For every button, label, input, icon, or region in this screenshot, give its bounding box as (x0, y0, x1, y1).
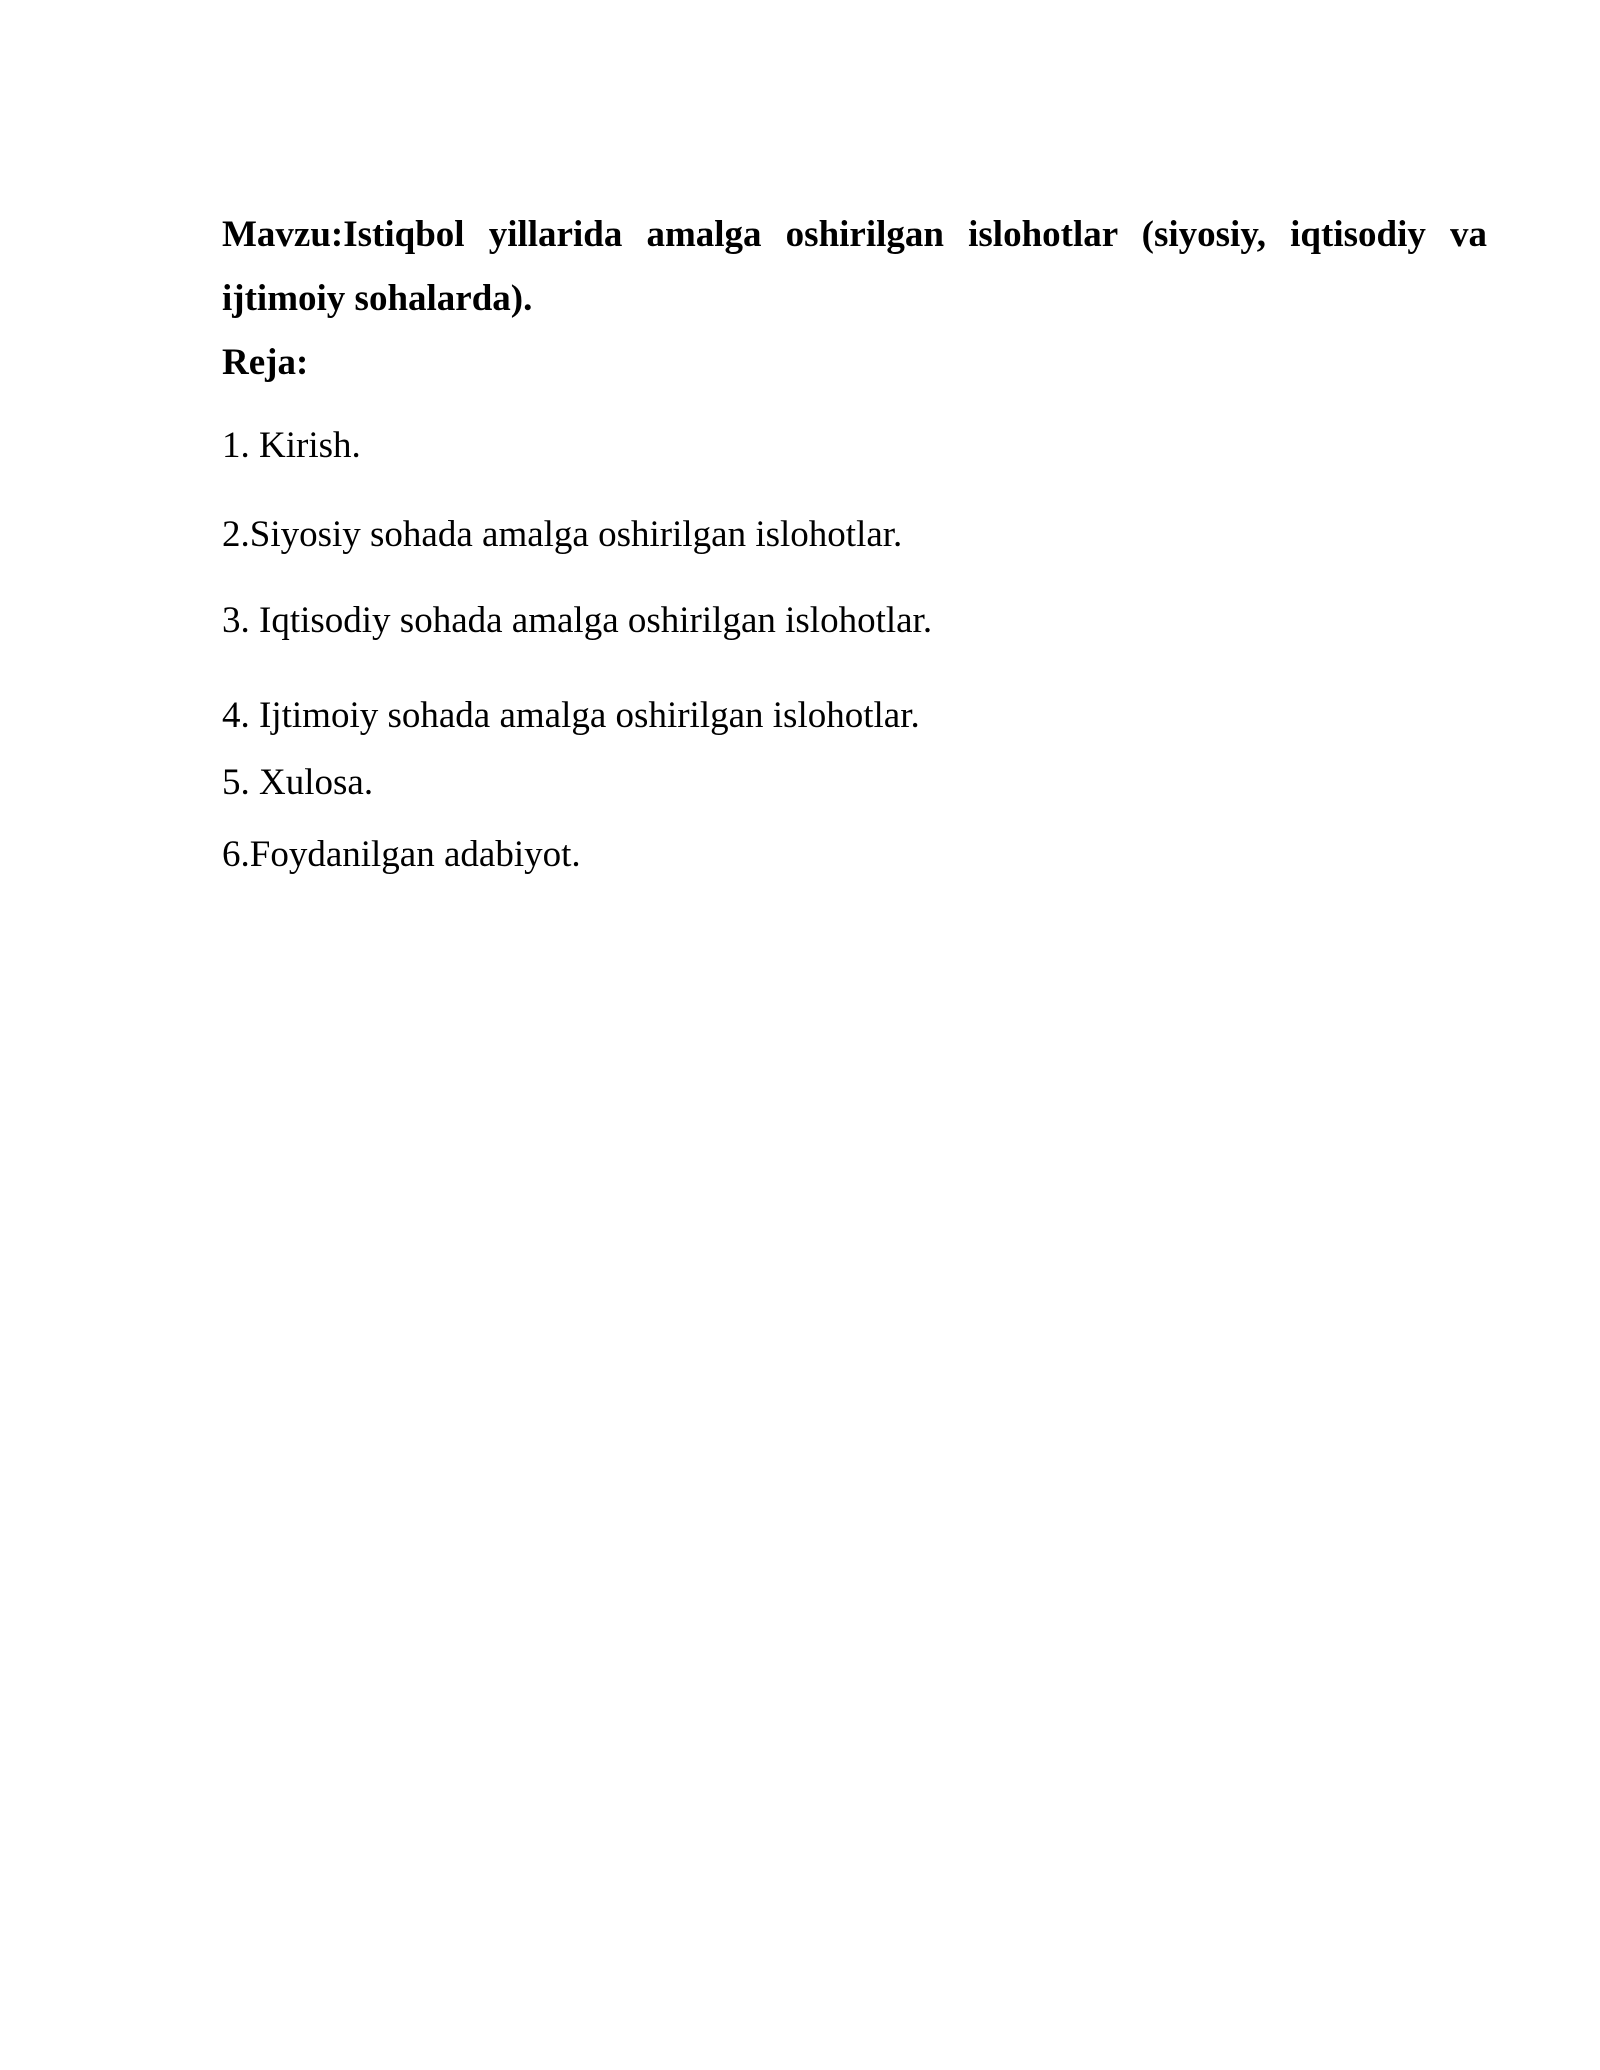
plan-item-6: 6.Foydanilgan adabiyot. (222, 834, 581, 875)
document-content (222, 203, 1487, 887)
plan-item-3: 3. Iqtisodiy sohada amalga oshirilgan islohotlar. (222, 600, 933, 641)
plan-list (222, 414, 1487, 887)
document-title-line-1: Mavzu:Istiqbol yillarida amalga oshirilgan islohotlar (siyosiy, iqtisodiy va (222, 214, 1487, 255)
document-title-line-2: ijtimoiy sohalarda). (222, 278, 533, 319)
plan-item-1: 1. Kirish. (222, 425, 361, 466)
plan-item-4: 4. Ijtimoiy sohada amalga oshirilgan islohotlar. (222, 695, 920, 736)
plan-item-5: 5. Xulosa. (222, 762, 374, 803)
plan-item-2: 2.Siyosiy sohada amalga oshirilgan islohotlar. (222, 514, 903, 555)
document-title (222, 203, 1487, 331)
plan-heading: Reja: (222, 342, 309, 383)
